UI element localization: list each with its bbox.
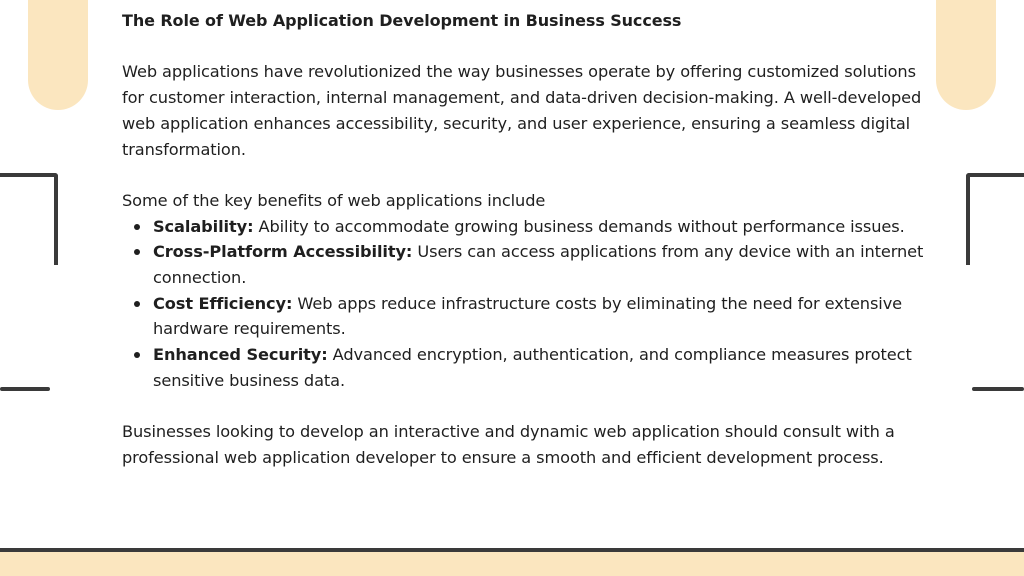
list-item-enhanced-security (153, 342, 932, 393)
benefit-text: Users can access applications from any device with an internet connection. (153, 242, 924, 287)
bottom-band (0, 552, 1024, 576)
list-item-cross-platform (153, 239, 932, 290)
benefit-label: Cross-Platform Accessibility: (153, 242, 413, 262)
page-title: The Role of Web Application Development in Business Success (122, 11, 682, 30)
benefit-label: Cost Efficiency: (153, 293, 293, 313)
benefit-label: Enhanced Security: (153, 345, 328, 365)
document-content (122, 8, 932, 471)
spacer (122, 34, 932, 60)
benefits-lead: Some of the key benefits of web applications include (122, 190, 546, 210)
benefit-text: Ability to accommodate growing business demands without performance issues. (258, 216, 905, 236)
intro-paragraph: Web applications have revolutionized the way businesses operate by offering customized solutions for customer interaction, internal management, and data-driven decision-making. A well-developed web application enhances accessibility, security, and user experience, ensuring a seamless digital transformation. (122, 62, 922, 159)
decorative-tab-right (936, 0, 996, 110)
list-item-scalability (153, 214, 932, 240)
benefit-text: Advanced encryption, authentication, and compliance measures protect sensitive business data. (153, 345, 912, 390)
bracket-right-top (966, 173, 1024, 265)
spacer (122, 394, 932, 420)
bracket-right-bottom (972, 387, 1024, 391)
benefits-list (122, 214, 932, 394)
spacer (122, 162, 932, 188)
list-item-cost-efficiency (153, 291, 932, 342)
benefit-text: Web apps reduce infrastructure costs by eliminating the need for extensive hardware requirements. (153, 293, 903, 339)
bracket-left-top (0, 173, 58, 265)
bracket-left-bottom (0, 387, 50, 391)
benefit-label: Scalability: (153, 216, 254, 236)
closing-paragraph: Businesses looking to develop an interactive and dynamic web application should consult with a professional web application developer to ensure a smooth and efficient development process. (122, 422, 895, 467)
decorative-tab-left (28, 0, 88, 110)
